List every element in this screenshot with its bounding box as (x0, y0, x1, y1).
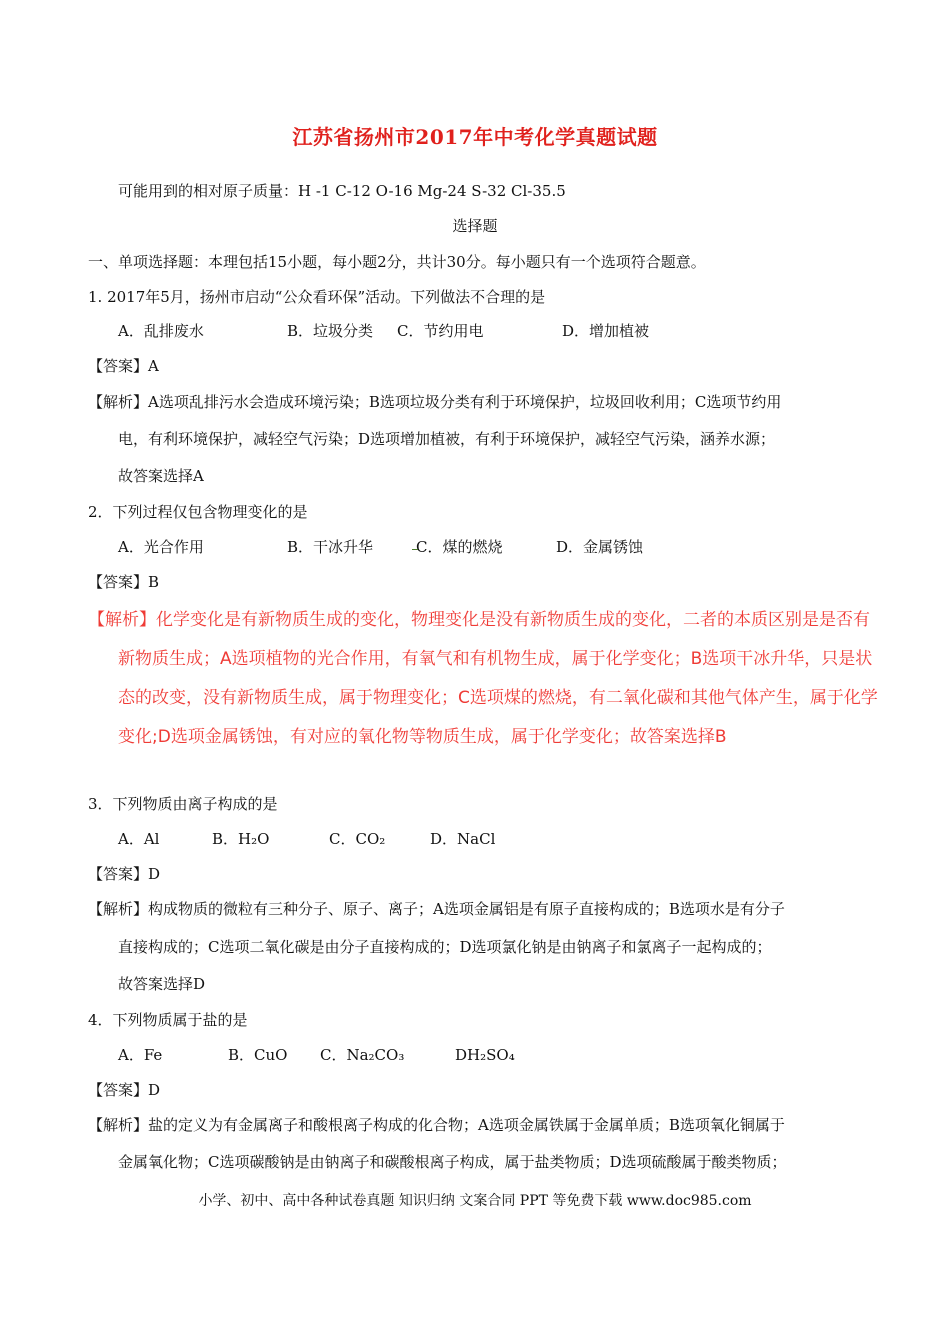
question-1-option-c: C．节约用电 (397, 322, 484, 340)
question-4-stem: 4．下列物质属于盐的是 (88, 1011, 248, 1029)
question-3-option-d: D．NaCl (430, 830, 496, 848)
question-4-option-d: DH₂SO₄ (455, 1046, 515, 1064)
section-intro: 一、单项选择题：本理包括15小题，每小题2分，共计30分。每小题只有一个选项符合题意。 (88, 253, 706, 271)
question-1-stem: 1. 2017年5月，扬州市启动“公众看环保”活动。下列做法不合理的是 (88, 288, 546, 306)
pen-mark (412, 546, 418, 550)
question-3-option-c: C．CO₂ (329, 830, 386, 848)
question-3-analysis-line-3: 故答案选择D (118, 975, 206, 993)
question-2-analysis-line-4: 变化;D选项金属锈蚀，有对应的氧化物等物质生成，属于化学变化；故答案选择B (118, 727, 727, 747)
question-2-option-b: B．干冰升华 (287, 538, 374, 556)
question-4-option-a: A．Fe (118, 1046, 163, 1064)
question-2-stem: 2．下列过程仅包含物理变化的是 (88, 503, 308, 521)
atomic-masses: 可能用到的相对原子质量：H -1 C-12 O-16 Mg-24 S-32 Cl-35.5 (118, 182, 566, 200)
question-1-option-d: D．增加植被 (562, 322, 650, 340)
question-3-stem: 3．下列物质由离子构成的是 (88, 795, 278, 813)
page-footer: 小学、初中、高中各种试卷真题 知识归纳 文案合同 PPT 等免费下载 www.doc985.com (198, 1193, 752, 1209)
question-4-analysis-line-1: 【解析】盐的定义为有金属离子和酸根离子构成的化合物；A选项金属铁属于金属单质；B选项氧化铜属于 (88, 1116, 785, 1134)
page-title: 江苏省扬州市2017年中考化学真题试题 (292, 125, 658, 149)
question-4-analysis-line-2: 金属氧化物；C选项碳酸钠是由钠离子和碳酸根离子构成，属于盐类物质；D选项硫酸属于酸类物质； (118, 1153, 787, 1171)
question-3-option-a: A．Al (118, 830, 160, 848)
question-2-option-d: D．金属锈蚀 (556, 538, 644, 556)
question-2-option-a: A．光合作用 (118, 538, 204, 556)
question-3-analysis-line-2: 直接构成的；C选项二氧化碳是由分子直接构成的；D选项氯化钠是由钠离子和氯离子一起构成的； (118, 938, 772, 956)
question-2-answer: 【答案】B (88, 573, 160, 591)
question-3-analysis-line-1: 【解析】构成物质的微粒有三种分子、原子、离子；A选项金属铝是有原子直接构成的；B选项水是有分子 (88, 900, 785, 918)
question-1-analysis-line-3: 故答案选择A (118, 467, 204, 485)
question-4-option-b: B．CuO (228, 1046, 288, 1064)
question-1-option-a: A．乱排废水 (118, 322, 204, 340)
question-1-option-b: B．垃圾分类 (287, 322, 374, 340)
question-2-option-c: C．煤的燃烧 (416, 538, 503, 556)
question-1-answer: 【答案】A (88, 357, 159, 375)
question-2-analysis-line-1: 【解析】化学变化是有新物质生成的变化，物理变化是没有新物质生成的变化，二者的本质区别是是否有 (88, 610, 870, 630)
question-4-option-c: C．Na₂CO₃ (320, 1046, 405, 1064)
question-3-answer: 【答案】D (88, 865, 161, 883)
question-1-analysis-line-1: 【解析】A选项乱排污水会造成环境污染；B选项垃圾分类有利于环境保护，垃圾回收利用；C选项节约用 (88, 393, 782, 411)
question-4-answer: 【答案】D (88, 1081, 161, 1099)
section-heading: 选择题 (452, 217, 498, 235)
question-2-analysis-line-3: 态的改变，没有新物质生成，属于物理变化；C选项煤的燃烧，有二氧化碳和其他气体产生，属于化学 (118, 688, 878, 708)
question-3-option-b: B．H₂O (212, 830, 270, 848)
question-2-analysis-line-2: 新物质生成；A选项植物的光合作用，有氧气和有机物生成，属于化学变化；B选项干冰升华，只是状 (118, 649, 873, 669)
question-1-analysis-line-2: 电，有利环境保护，减轻空气污染；D选项增加植被，有利于环境保护，减轻空气污染，涵养水源； (118, 430, 776, 448)
